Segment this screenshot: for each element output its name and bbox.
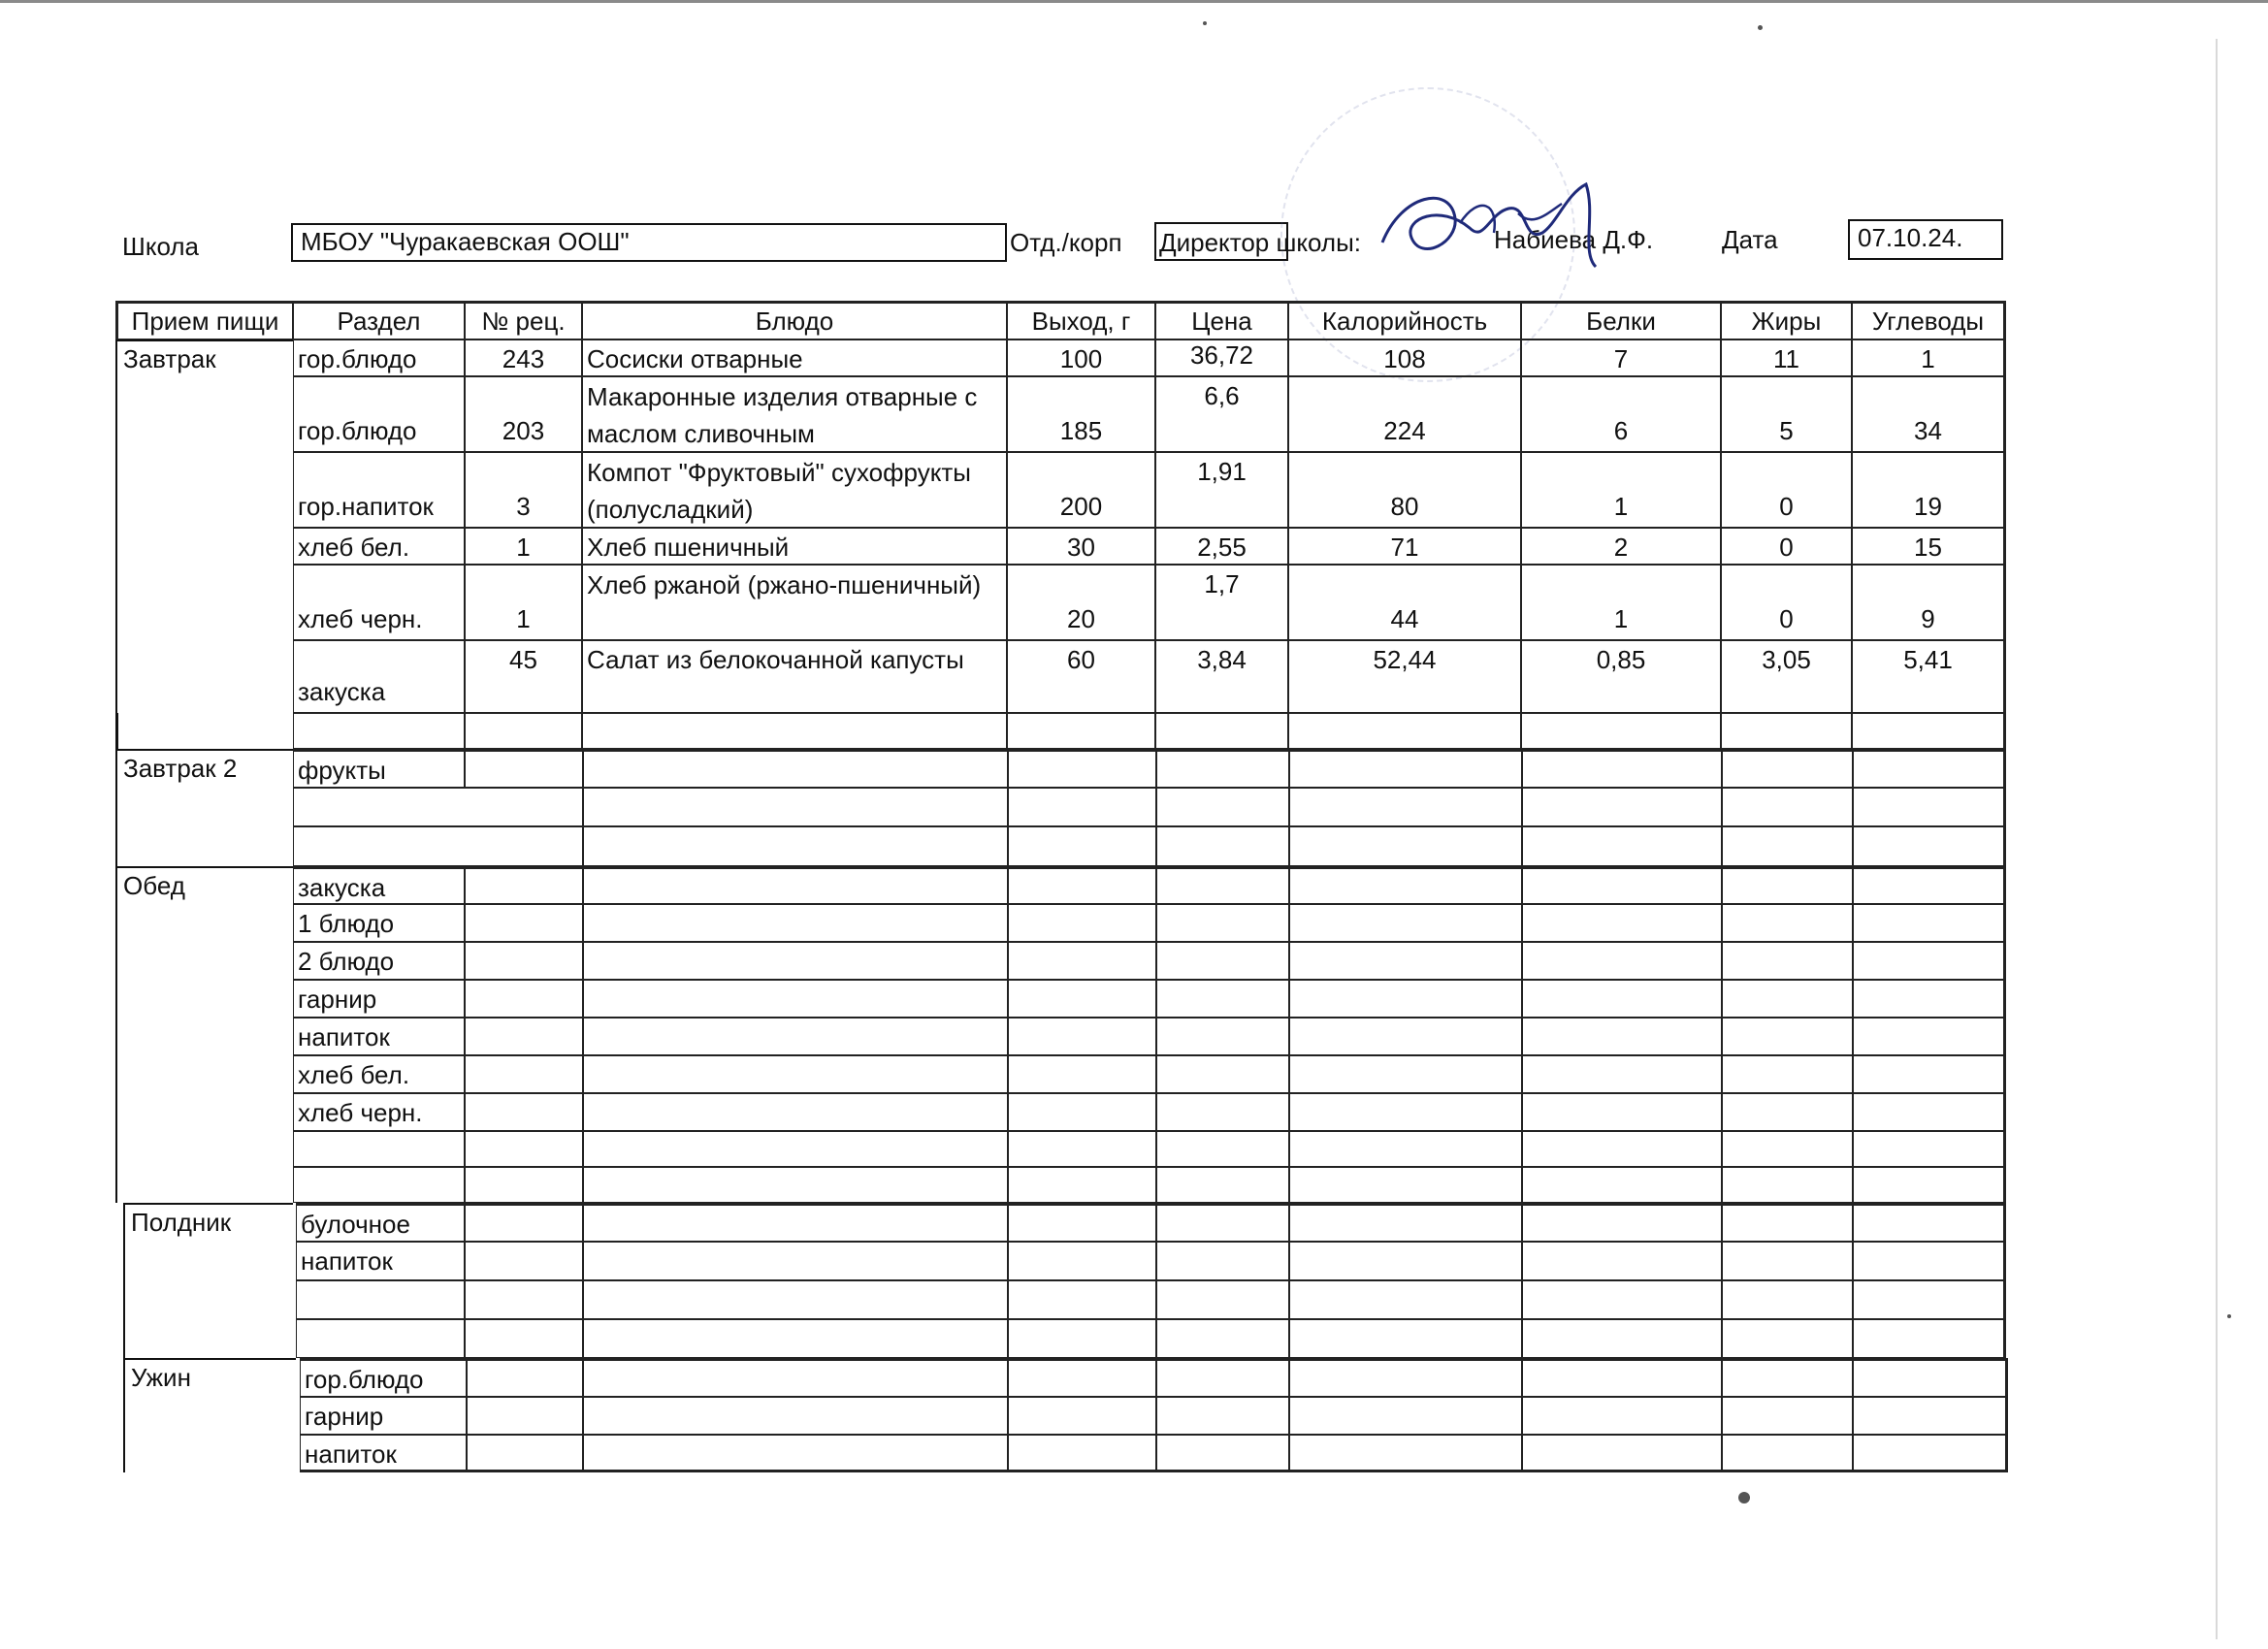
empty-row-span [293,788,2006,826]
empty-row-span [467,1435,2008,1472]
empty-cell [1007,713,1155,749]
section-cell: напиток [300,1435,467,1472]
section-cell: хлеб бел. [293,528,465,565]
empty-row-span [465,1203,2006,1242]
empty-row-span [465,1242,2006,1280]
price-cell [1155,565,1288,640]
meal-dinner: Ужин [123,1358,296,1472]
output-text: 185 [1059,416,1103,445]
output-cell [1007,640,1155,713]
calories-cell: 71 [1288,528,1521,565]
carbs-text: 9 [1921,604,1935,633]
fat-text: 0 [1779,492,1794,521]
section-cell: напиток [296,1242,465,1280]
recipe-cell [465,376,582,452]
dish-cell: Салат из белокочанной капусты [582,640,1007,713]
meal-snack: Полдник [123,1203,293,1358]
table-left-border [115,713,118,749]
price-text: 6,6 [1204,381,1240,410]
calories-text: 52,44 [1373,645,1437,674]
calories-text: 224 [1383,416,1426,445]
calories-cell [1288,640,1521,713]
dish-cell: Хлеб пшеничный [582,528,1007,565]
protein-cell [1521,452,1721,528]
section-cell [293,640,465,713]
dish-cell: Хлеб ржаной (ржано-пшеничный) [582,565,1007,640]
protein-cell: 2 [1521,528,1721,565]
price-cell: 36,72 [1155,340,1288,376]
col-header-meal: Прием пищи [115,301,293,340]
recipe-text: 1 [516,604,531,633]
fat-text: 0 [1779,604,1794,633]
empty-cell [1721,713,1852,749]
section-cell: гарнир [293,980,465,1018]
recipe-text: 203 [502,416,545,445]
price-cell [1155,376,1288,452]
dish-cell: Компот "Фруктовый" сухофрукты (полусладкий) [582,452,1007,528]
empty-row-span [467,1397,2008,1435]
empty-cell [293,1167,465,1203]
section-cell: фрукты [293,749,465,788]
column-divider [1521,749,1523,1472]
output-cell [1007,565,1155,640]
meal-breakfast: Завтрак [115,340,293,713]
empty-cell [293,713,465,749]
page-right-edge [2216,39,2218,1639]
carbs-text: 34 [1914,416,1942,445]
price-cell [1155,640,1288,713]
col-header-dish: Блюдо [582,301,1007,340]
protein-text: 6 [1613,416,1629,445]
empty-row-span [467,1358,2008,1397]
section-cell: гор.блюдо [300,1358,467,1397]
column-divider [1155,749,1157,1472]
recipe-cell: 243 [465,340,582,376]
empty-cell [293,1131,465,1167]
col-header-protein: Белки [1521,301,1721,340]
recipe-text: 45 [509,645,537,674]
empty-cell [296,1319,465,1358]
recipe-text: 3 [516,492,531,521]
column-divider [1721,749,1723,1472]
section-cell [293,376,465,452]
calories-text: 80 [1390,492,1419,521]
column-divider [1852,749,1854,1472]
director-name: Набиева Д.Ф. [1494,225,1654,254]
empty-row-span [465,1167,2006,1203]
carbs-cell: 1 [1852,340,2006,376]
empty-row-span [465,1319,2006,1358]
carbs-cell [1852,640,2006,713]
protein-text: 1 [1613,604,1629,633]
section-text: хлеб черн. [298,604,423,633]
empty-row-span [465,1131,2006,1167]
recipe-cell [465,452,582,528]
empty-row-span [465,904,2006,942]
calories-cell [1288,376,1521,452]
col-header-calories: Калорийность [1288,301,1521,340]
section-cell [293,452,465,528]
empty-row-span [465,749,2006,788]
calories-cell [1288,452,1521,528]
section-cell: напиток [293,1018,465,1055]
calories-cell: 108 [1288,340,1521,376]
empty-row-span [293,826,2006,866]
empty-cell [296,1280,465,1319]
school-label: Школа [122,232,200,261]
calories-cell [1288,565,1521,640]
section-cell: булочное [296,1203,465,1242]
page-top-edge [0,0,2268,3]
empty-row-span [465,866,2006,904]
output-text: 20 [1067,604,1095,633]
carbs-cell [1852,452,2006,528]
output-text: 60 [1067,645,1095,674]
protein-cell [1521,376,1721,452]
empty-cell [582,713,1007,749]
recipe-cell [465,565,582,640]
empty-row-span [465,942,2006,980]
section-cell: хлеб бел. [293,1055,465,1093]
calories-text: 44 [1390,604,1419,633]
section-cell: гарнир [300,1397,467,1435]
carbs-text: 19 [1914,492,1942,521]
empty-cell [1521,713,1721,749]
fat-cell [1721,565,1852,640]
col-header-section: Раздел [293,301,465,340]
fat-cell [1721,452,1852,528]
section-cell: гор.блюдо [293,340,465,376]
meal-lunch: Обед [115,866,293,1203]
section-cell: хлеб черн. [293,1093,465,1131]
empty-cell [465,713,582,749]
col-header-price: Цена [1155,301,1288,340]
recipe-cell: 1 [465,528,582,565]
scan-speck [2227,1314,2231,1318]
price-cell: 2,55 [1155,528,1288,565]
date-field: 07.10.24. [1848,219,2003,260]
carbs-cell [1852,376,2006,452]
output-cell [1007,376,1155,452]
scan-speck [1203,21,1207,25]
col-header-recipe: № рец. [465,301,582,340]
protein-cell: 7 [1521,340,1721,376]
protein-text: 1 [1613,492,1629,521]
section-text: гор.блюдо [298,416,417,445]
empty-cell [1288,713,1521,749]
empty-row-span [465,980,2006,1018]
scan-speck [1758,25,1763,30]
carbs-text: 5,41 [1903,645,1953,674]
empty-row-span [465,1055,2006,1093]
output-cell: 100 [1007,340,1155,376]
price-text: 1,7 [1204,569,1240,598]
dish-cell: Сосиски отварные [582,340,1007,376]
column-divider [1288,749,1290,1472]
section-text: гор.напиток [298,492,434,521]
fat-text: 3,05 [1762,645,1811,674]
section-cell: 1 блюдо [293,904,465,942]
dish-cell: Макаронные изделия отварные с маслом сливочным [582,376,1007,452]
col-header-output: Выход, г [1007,301,1155,340]
output-text: 200 [1059,492,1103,521]
school-name-field: МБОУ "Чуракаевская ООШ" [291,223,1007,262]
director-label: Директор школы: [1159,228,1361,257]
empty-cell [1852,713,2006,749]
empty-row-span [465,1018,2006,1055]
price-cell [1155,452,1288,528]
column-divider [1007,749,1009,1472]
protein-cell [1521,640,1721,713]
section-cell: закуска [293,866,465,904]
scan-speck [1738,1492,1750,1504]
section-cell [293,565,465,640]
col-header-fat: Жиры [1721,301,1852,340]
output-cell: 30 [1007,528,1155,565]
fat-cell [1721,376,1852,452]
meal-breakfast-2: Завтрак 2 [115,749,293,866]
empty-cell [1155,713,1288,749]
output-cell [1007,452,1155,528]
section-cell: 2 блюдо [293,942,465,980]
protein-cell [1521,565,1721,640]
empty-row-span [465,1093,2006,1131]
column-divider [582,749,584,1472]
fat-cell [1721,640,1852,713]
recipe-cell [465,640,582,713]
col-header-carbs: Углеводы [1852,301,2006,340]
director-signature [1363,175,1644,281]
date-label: Дата [1722,225,1778,254]
price-text: 1,91 [1197,457,1247,486]
fat-text: 5 [1779,416,1794,445]
department-label: Отд./корп [1010,228,1122,257]
protein-text: 0,85 [1596,645,1646,674]
carbs-cell: 15 [1852,528,2006,565]
empty-row-span [465,1280,2006,1319]
carbs-cell [1852,565,2006,640]
section-text: закуска [298,677,386,706]
fat-cell: 11 [1721,340,1852,376]
price-text: 3,84 [1197,645,1247,674]
fat-cell: 0 [1721,528,1852,565]
